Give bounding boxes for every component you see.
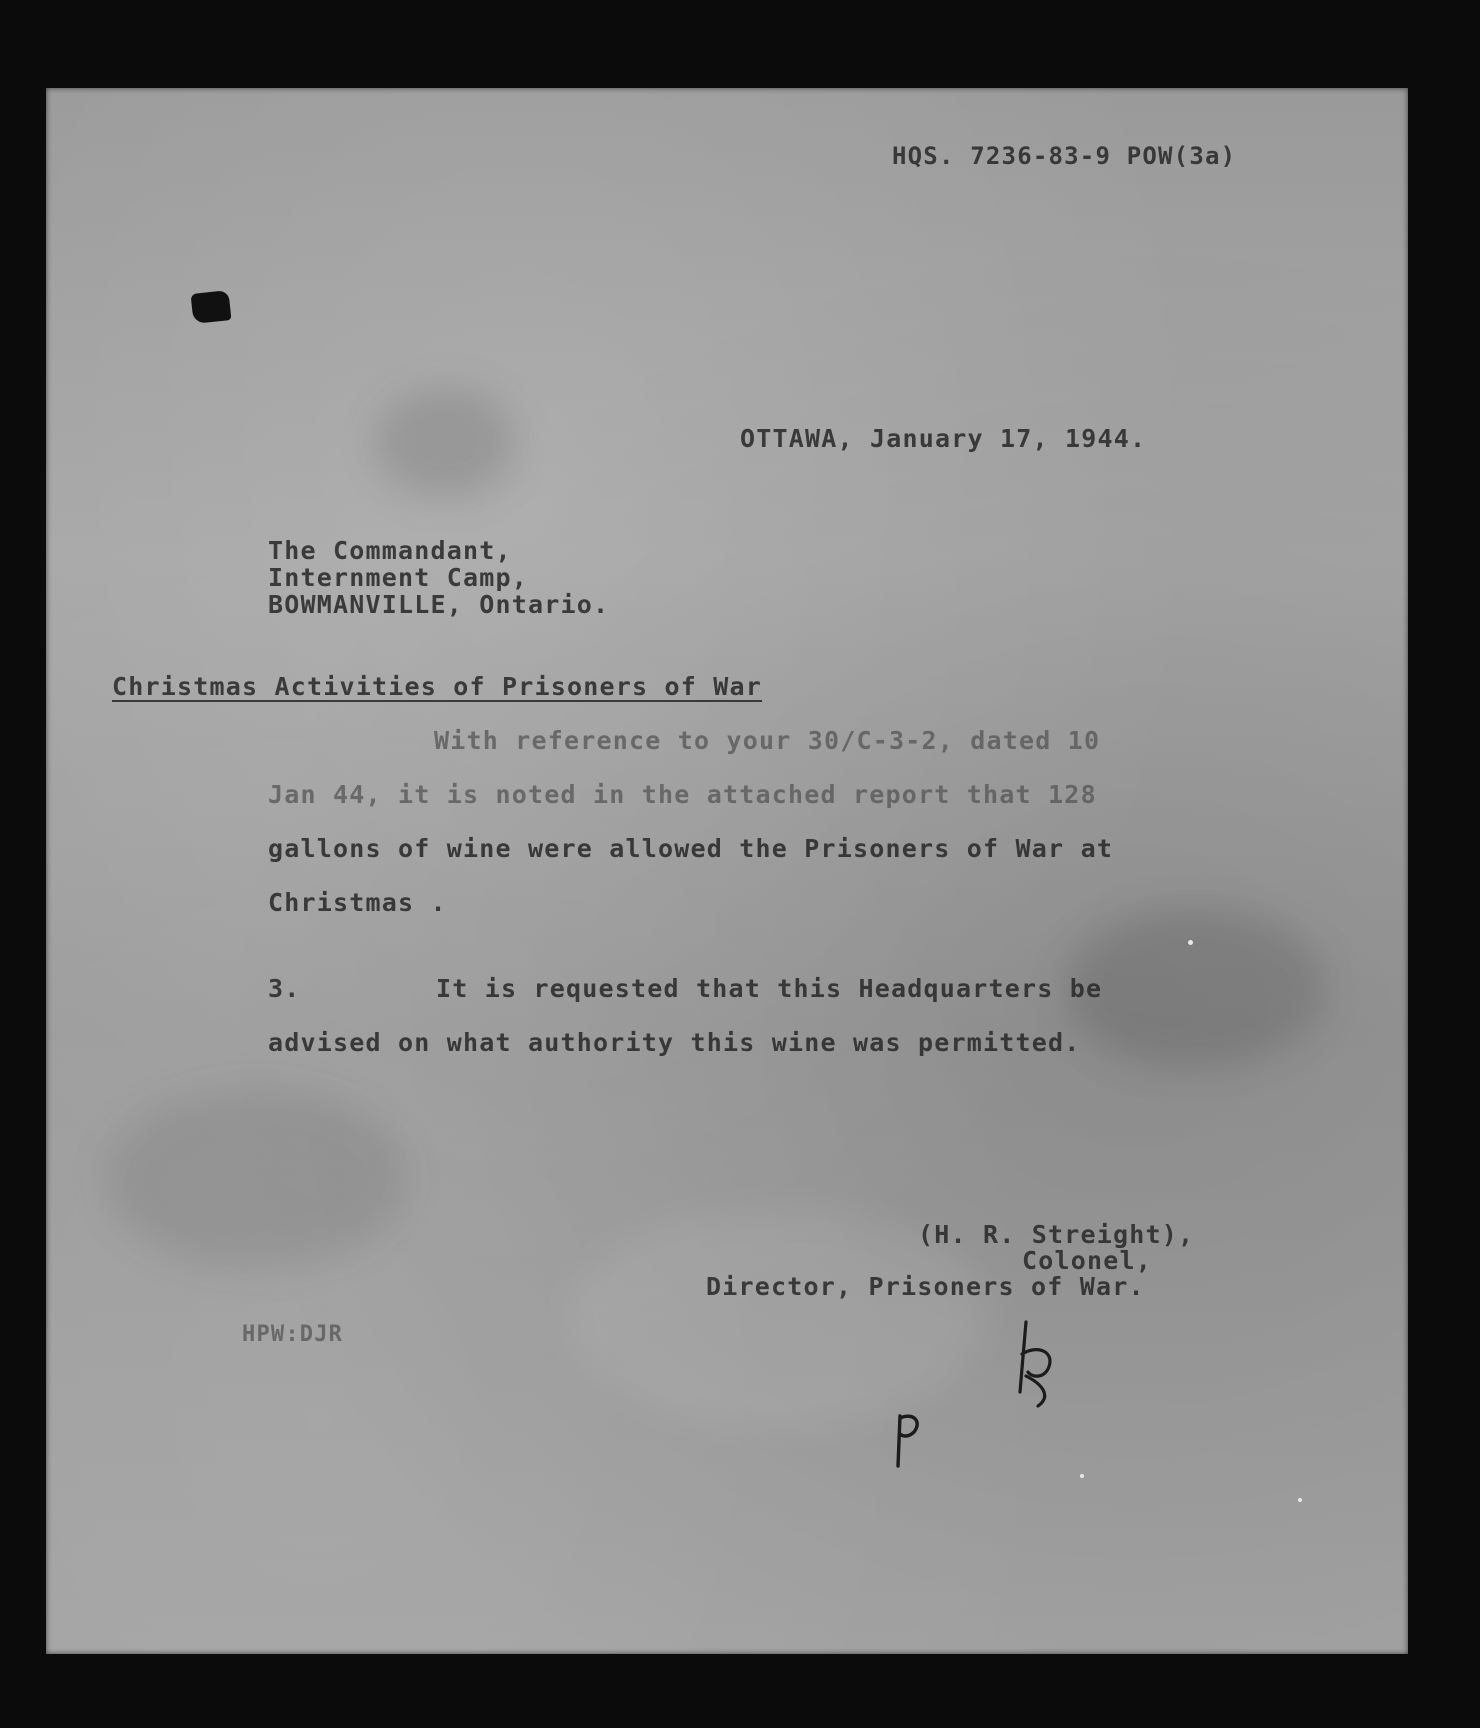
addressee-line-2: Internment Camp, [268,563,529,592]
signature-name: (H. R. Streight), [918,1220,1195,1249]
signature-rank: Colonel, [1022,1246,1153,1275]
punch-hole-blot [191,290,232,324]
body-para1-line2: Jan 44, it is noted in the attached report that 128 [268,780,1097,809]
handwritten-p-mark [892,1410,924,1470]
dateline: OTTAWA, January 17, 1944. [740,424,1147,453]
stain [1066,908,1326,1068]
reference-initials: HPW:DJR [242,1322,344,1347]
dust-speck [1080,1474,1084,1478]
stain [106,1088,406,1268]
file-reference: HQS. 7236-83-9 POW(3a) [892,142,1237,170]
subject-line: Christmas Activities of Prisoners of War [112,672,763,701]
document-page [46,88,1408,1654]
handwritten-initial-signature [1008,1314,1068,1414]
body-para1-line1: With reference to your 30/C-3-2, dated 10 [434,726,1101,755]
body-para2-line1: It is requested that this Headquarters be [436,974,1103,1003]
body-para2-line2: advised on what authority this wine was permitted. [268,1028,1081,1057]
addressee-line-1: The Commandant, [268,536,512,565]
body-para2-number: 3. [268,974,301,1003]
body-para1-line4: Christmas . [268,888,447,917]
stain [376,388,516,498]
addressee-line-3: BOWMANVILLE, Ontario. [268,590,610,619]
dust-speck [1188,940,1193,945]
body-para1-line3: gallons of wine were allowed the Prisoners of War at [268,834,1114,863]
signature-title: Director, Prisoners of War. [706,1272,1145,1301]
dust-speck [1298,1498,1302,1502]
